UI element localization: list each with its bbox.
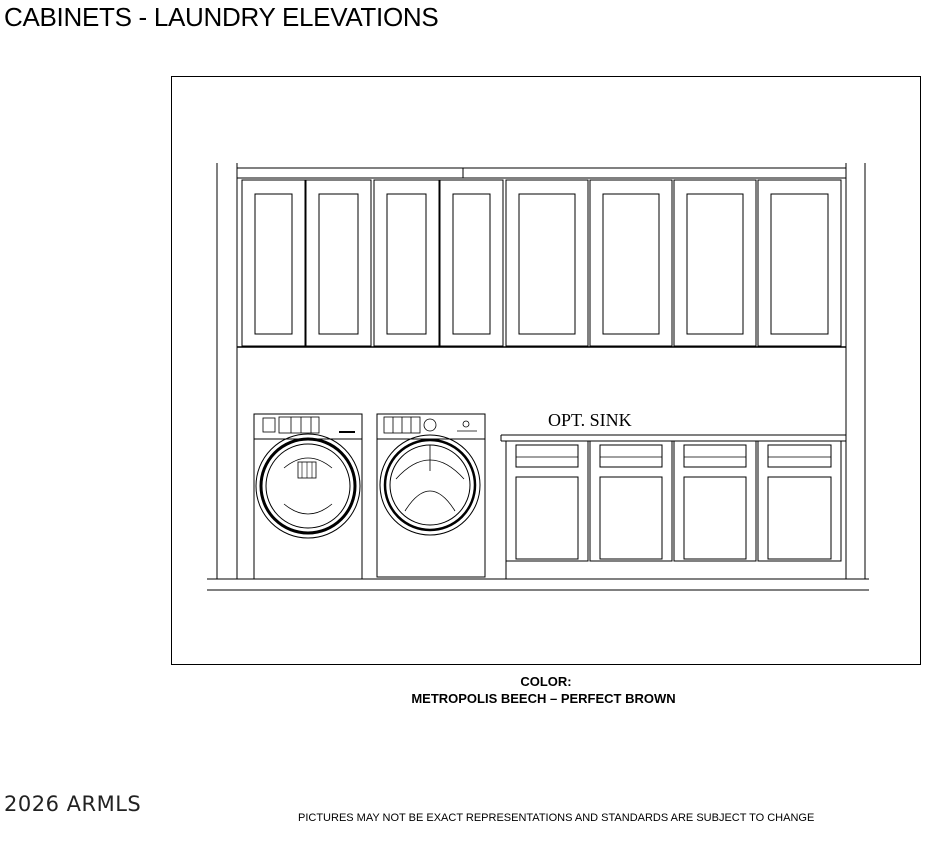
- upper-cabinet-door: [306, 180, 371, 346]
- upper-cabinets: [242, 180, 841, 346]
- crown-molding: [237, 168, 846, 178]
- lower-cabinet-door: [590, 441, 672, 561]
- lower-cabinet-door: [758, 441, 841, 561]
- upper-cabinet-door: [506, 180, 588, 346]
- color-value: METROPOLIS BEECH – PERFECT BROWN: [411, 691, 676, 706]
- floor-line: [207, 579, 869, 590]
- upper-cabinet-door: [758, 180, 841, 346]
- watermark: 2026 ARMLS: [4, 792, 142, 816]
- upper-cabinet-door: [674, 180, 756, 346]
- upper-cabinet-door: [590, 180, 672, 346]
- upper-cabinet-door: [374, 180, 439, 346]
- upper-cabinet-door: [242, 180, 305, 346]
- elevation-drawing-frame: [171, 76, 921, 665]
- upper-cabinet-door: [440, 180, 503, 346]
- lower-cabinet-door: [674, 441, 756, 561]
- washer: [254, 414, 362, 579]
- color-label: COLOR:: [520, 674, 572, 689]
- dryer: [377, 414, 485, 577]
- page-title: CABINETS - LAUNDRY ELEVATIONS: [4, 2, 439, 32]
- sink-label: OPT. SINK: [548, 410, 632, 430]
- laundry-elevation-drawing: [172, 77, 920, 664]
- lower-cabinet-door: [506, 441, 588, 561]
- lower-cabinets: [506, 441, 841, 561]
- disclaimer: PICTURES MAY NOT BE EXACT REPRESENTATIONS AND STANDARDS ARE SUBJECT TO CHANGE: [298, 812, 815, 824]
